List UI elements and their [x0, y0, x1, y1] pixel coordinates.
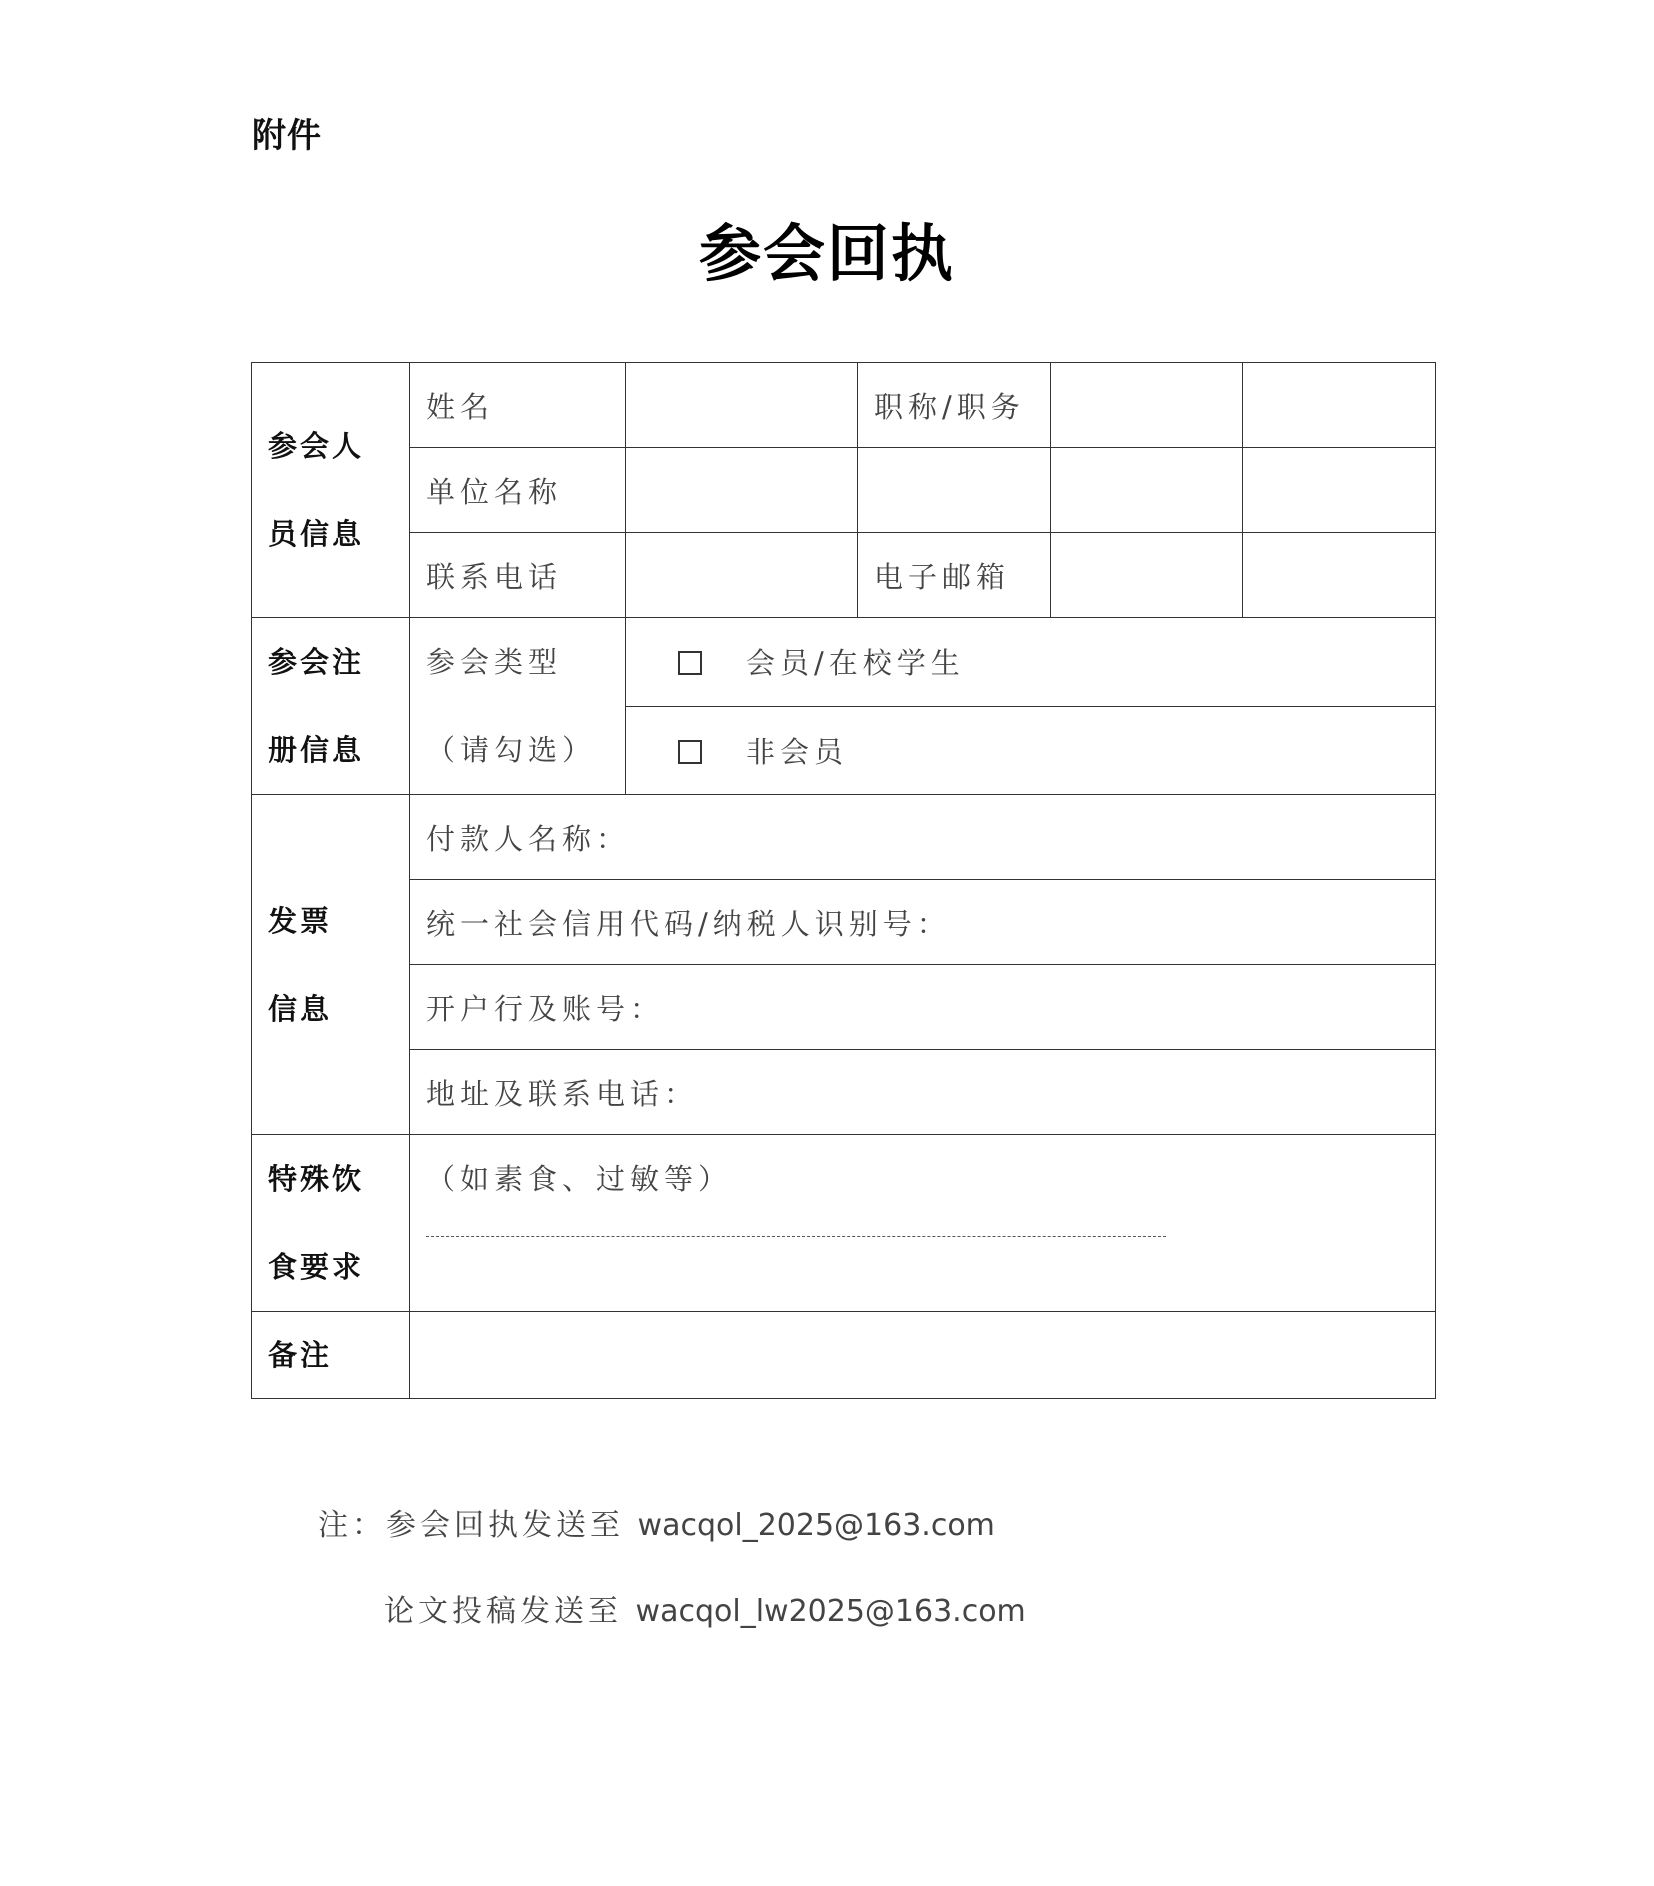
registration-type-label-2: （请勾选） — [426, 733, 597, 767]
tax-id-field[interactable]: 统一社会信用代码/纳税人识别号： — [410, 880, 1436, 965]
option-nonmember-cell — [626, 706, 1436, 795]
section-personnel-label-2: 员信息 — [268, 517, 365, 551]
phone-label: 联系电话 — [410, 533, 626, 618]
note-line-1-text: 注：参会回执发送至 — [318, 1508, 638, 1543]
page-title: 参会回执 — [698, 217, 955, 290]
name-input-cell[interactable] — [626, 363, 858, 448]
phone-input-cell[interactable] — [626, 533, 858, 618]
option-member-cell — [626, 618, 1436, 707]
address-phone-field[interactable]: 地址及联系电话： — [410, 1050, 1436, 1135]
section-invoice — [252, 795, 410, 1135]
section-personnel-label-1: 参会人 — [268, 429, 365, 463]
member-checkbox[interactable] — [678, 651, 702, 675]
nonmember-checkbox[interactable] — [678, 740, 702, 764]
note-line-2 — [384, 1586, 1026, 1630]
diet-hint: （如素食、过敏等） — [426, 1162, 733, 1196]
title-input-cell[interactable] — [1051, 363, 1243, 448]
attachment-label: 附件 — [252, 116, 322, 156]
bank-account-field[interactable]: 开户行及账号： — [410, 965, 1436, 1050]
table-row — [252, 1312, 1436, 1399]
section-invoice-label-2: 信息 — [268, 991, 333, 1026]
note-line-1 — [318, 1500, 995, 1544]
email-label: 电子邮箱 — [858, 533, 1051, 618]
section-diet-label-2: 食要求 — [268, 1250, 365, 1284]
table-row — [252, 1050, 1436, 1135]
table-row — [252, 618, 1436, 707]
org-input-cell-4[interactable] — [1243, 448, 1436, 533]
receipt-email-link[interactable]: wacqol_2025@163.com — [637, 1508, 995, 1543]
section-personnel — [252, 363, 410, 618]
org-input-cell[interactable] — [626, 448, 858, 533]
payer-field[interactable]: 付款人名称： — [410, 795, 1436, 880]
option-member-label: 会员/在校学生 — [746, 646, 965, 681]
note-line-2-text: 论文投稿发送至 — [384, 1594, 636, 1629]
registration-type-label — [410, 618, 626, 795]
paper-email-link[interactable]: wacqol_lw2025@163.com — [635, 1594, 1026, 1629]
title-label: 职称/职务 — [858, 363, 1051, 448]
table-row — [252, 448, 1436, 533]
diet-field[interactable] — [410, 1135, 1436, 1312]
name-label: 姓名 — [410, 363, 626, 448]
registration-form-table — [251, 362, 1436, 1399]
section-registration-label-2: 册信息 — [268, 733, 365, 767]
section-registration-label-1: 参会注 — [268, 645, 365, 679]
registration-type-label-1: 参会类型 — [426, 645, 563, 679]
table-row — [252, 795, 1436, 880]
title-input-cell-extra[interactable] — [1243, 363, 1436, 448]
section-diet — [252, 1135, 410, 1312]
table-row — [252, 363, 1436, 448]
option-nonmember-label: 非会员 — [746, 734, 849, 769]
table-row — [252, 533, 1436, 618]
section-diet-label-1: 特殊饮 — [268, 1162, 365, 1196]
section-invoice-label-1: 发票 — [268, 903, 333, 938]
remarks-field[interactable] — [410, 1312, 1436, 1399]
section-registration — [252, 618, 410, 795]
section-remarks: 备注 — [252, 1312, 410, 1399]
email-input-cell-extra[interactable] — [1243, 533, 1436, 618]
diet-blank-line — [426, 1234, 1166, 1237]
org-input-cell-3[interactable] — [1051, 448, 1243, 533]
table-row — [252, 880, 1436, 965]
org-input-cell-2[interactable] — [858, 448, 1051, 533]
email-input-cell[interactable] — [1051, 533, 1243, 618]
table-row — [252, 1135, 1436, 1312]
table-row — [252, 965, 1436, 1050]
org-label: 单位名称 — [410, 448, 626, 533]
